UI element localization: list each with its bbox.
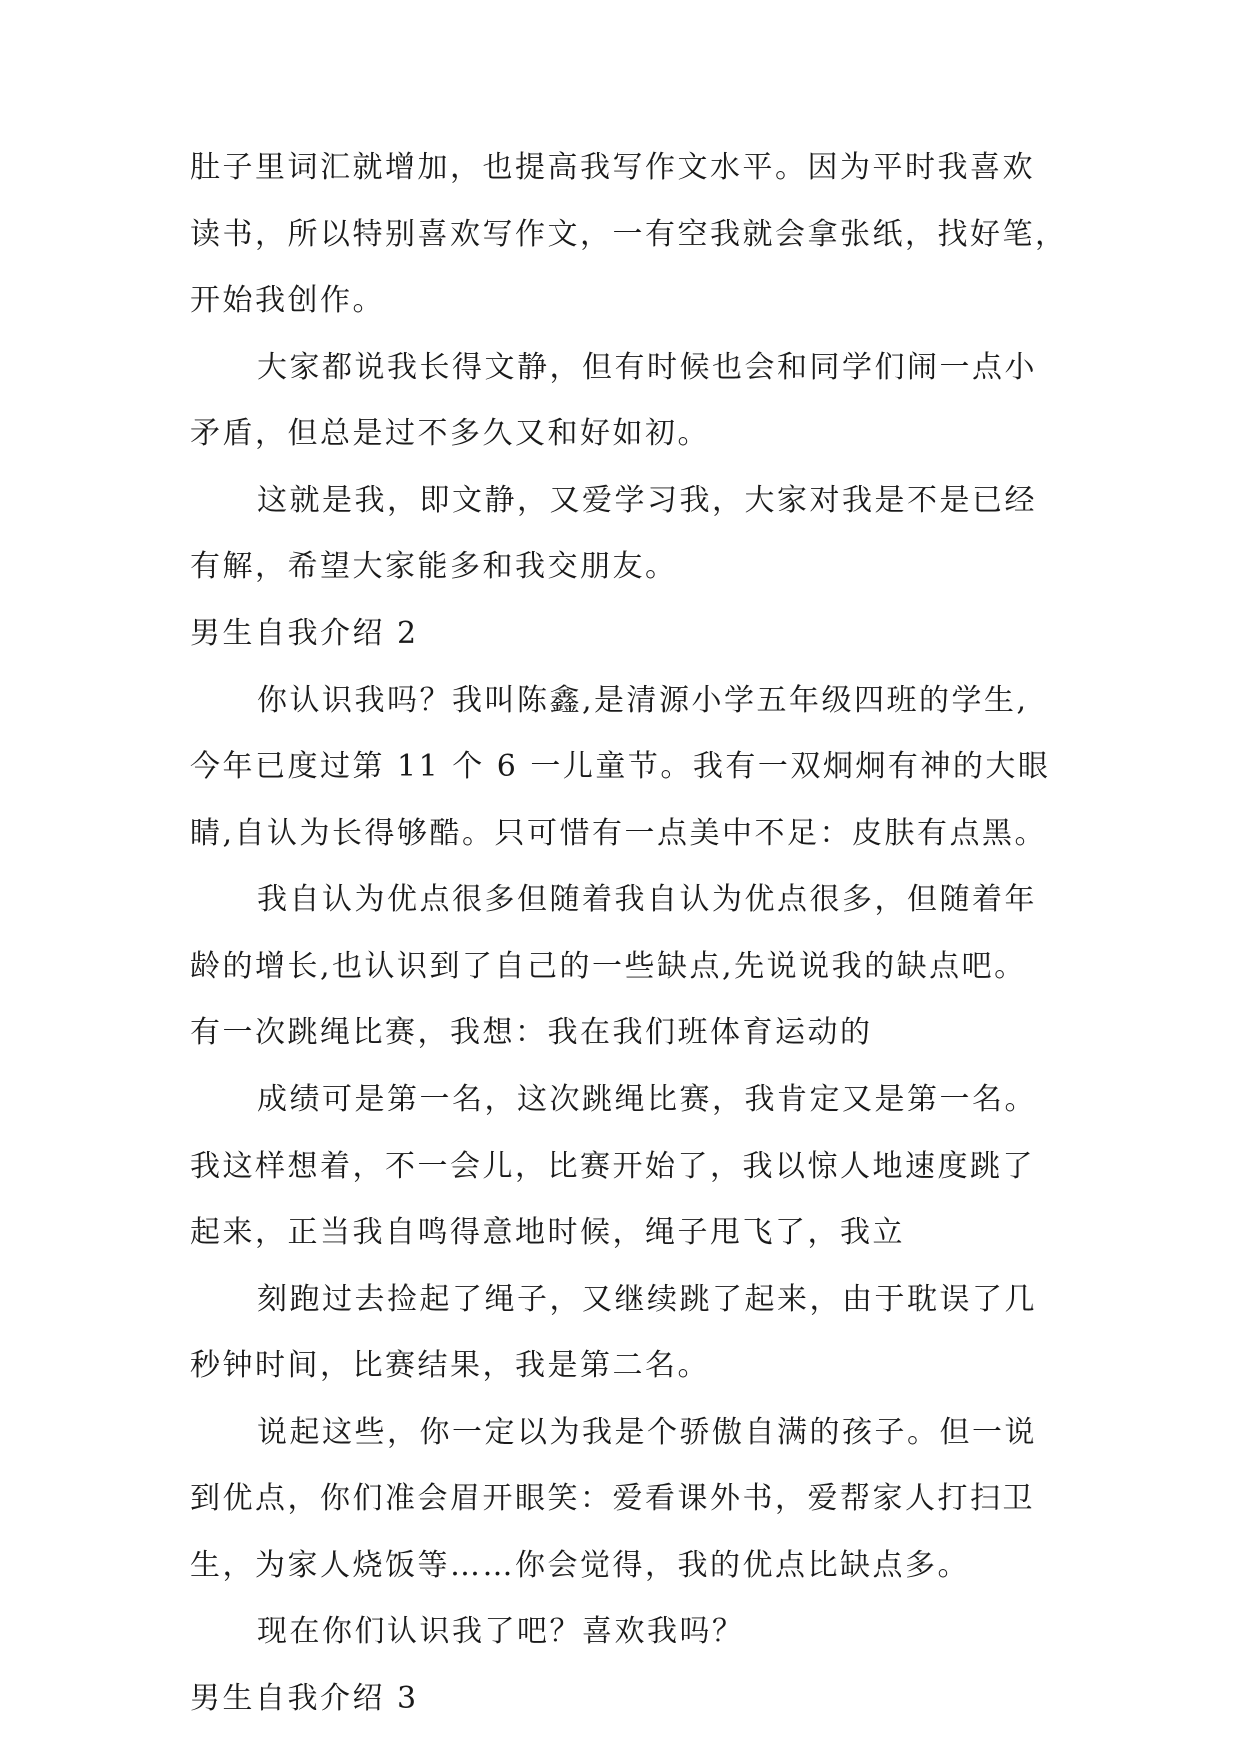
paragraph-line: 你认识我吗？我叫陈鑫,是清源小学五年级四班的学生, [257, 683, 1029, 718]
paragraph-line: 开始我创作。 [190, 283, 385, 318]
paragraph-line: 有解，希望大家能多和我交朋友。 [190, 549, 678, 584]
section-heading: 男生自我介绍 2 [190, 616, 419, 651]
paragraph-line: 龄的增长,也认识到了自己的一些缺点,先说说我的缺点吧。 [190, 949, 1027, 984]
paragraph-line: 读书，所以特别喜欢写作文，一有空我就会拿张纸，找好笔， [190, 217, 1068, 252]
section-heading: 男生自我介绍 3 [190, 1681, 419, 1716]
paragraph-line: 我这样想着，不一会儿，比赛开始了，我以惊人地速度跳了 [190, 1149, 1035, 1184]
paragraph-line: 现在你们认识我了吧？喜欢我吗？ [257, 1614, 745, 1649]
paragraph-line: 我自认为优点很多但随着我自认为优点很多，但随着年 [257, 882, 1037, 917]
paragraph-line: 今年已度过第 11 个 6 一儿童节。我有一双炯炯有神的大眼 [190, 749, 1051, 784]
paragraph-line: 矛盾，但总是过不多久又和好如初。 [190, 416, 710, 451]
paragraph-line: 起来，正当我自鸣得意地时候，绳子甩飞了，我立 [190, 1215, 905, 1250]
paragraph-line: 睛,自认为长得够酷。只可惜有一点美中不足：皮肤有点黑。 [190, 816, 1048, 851]
paragraph-line: 肚子里词汇就增加，也提高我写作文水平。因为平时我喜欢 [190, 150, 1035, 185]
paragraph-line: 有一次跳绳比赛，我想：我在我们班体育运动的 [190, 1015, 873, 1050]
paragraph-line: 这就是我，即文静，又爱学习我，大家对我是不是已经 [257, 483, 1037, 518]
paragraph-line: 生，为家人烧饭等……你会觉得，我的优点比缺点多。 [190, 1548, 970, 1583]
paragraph-line: 大家都说我长得文静，但有时候也会和同学们闹一点小 [257, 350, 1037, 385]
paragraph-line: 说起这些，你一定以为我是个骄傲自满的孩子。但一说 [257, 1415, 1037, 1450]
paragraph-line: 秒钟时间，比赛结果，我是第二名。 [190, 1348, 710, 1383]
paragraph-line: 成绩可是第一名，这次跳绳比赛，我肯定又是第一名。 [257, 1082, 1037, 1117]
paragraph-line: 到优点，你们准会眉开眼笑：爱看课外书，爱帮家人打扫卫 [190, 1481, 1035, 1516]
paragraph-line: 刻跑过去捡起了绳子，又继续跳了起来，由于耽误了几 [257, 1282, 1037, 1317]
